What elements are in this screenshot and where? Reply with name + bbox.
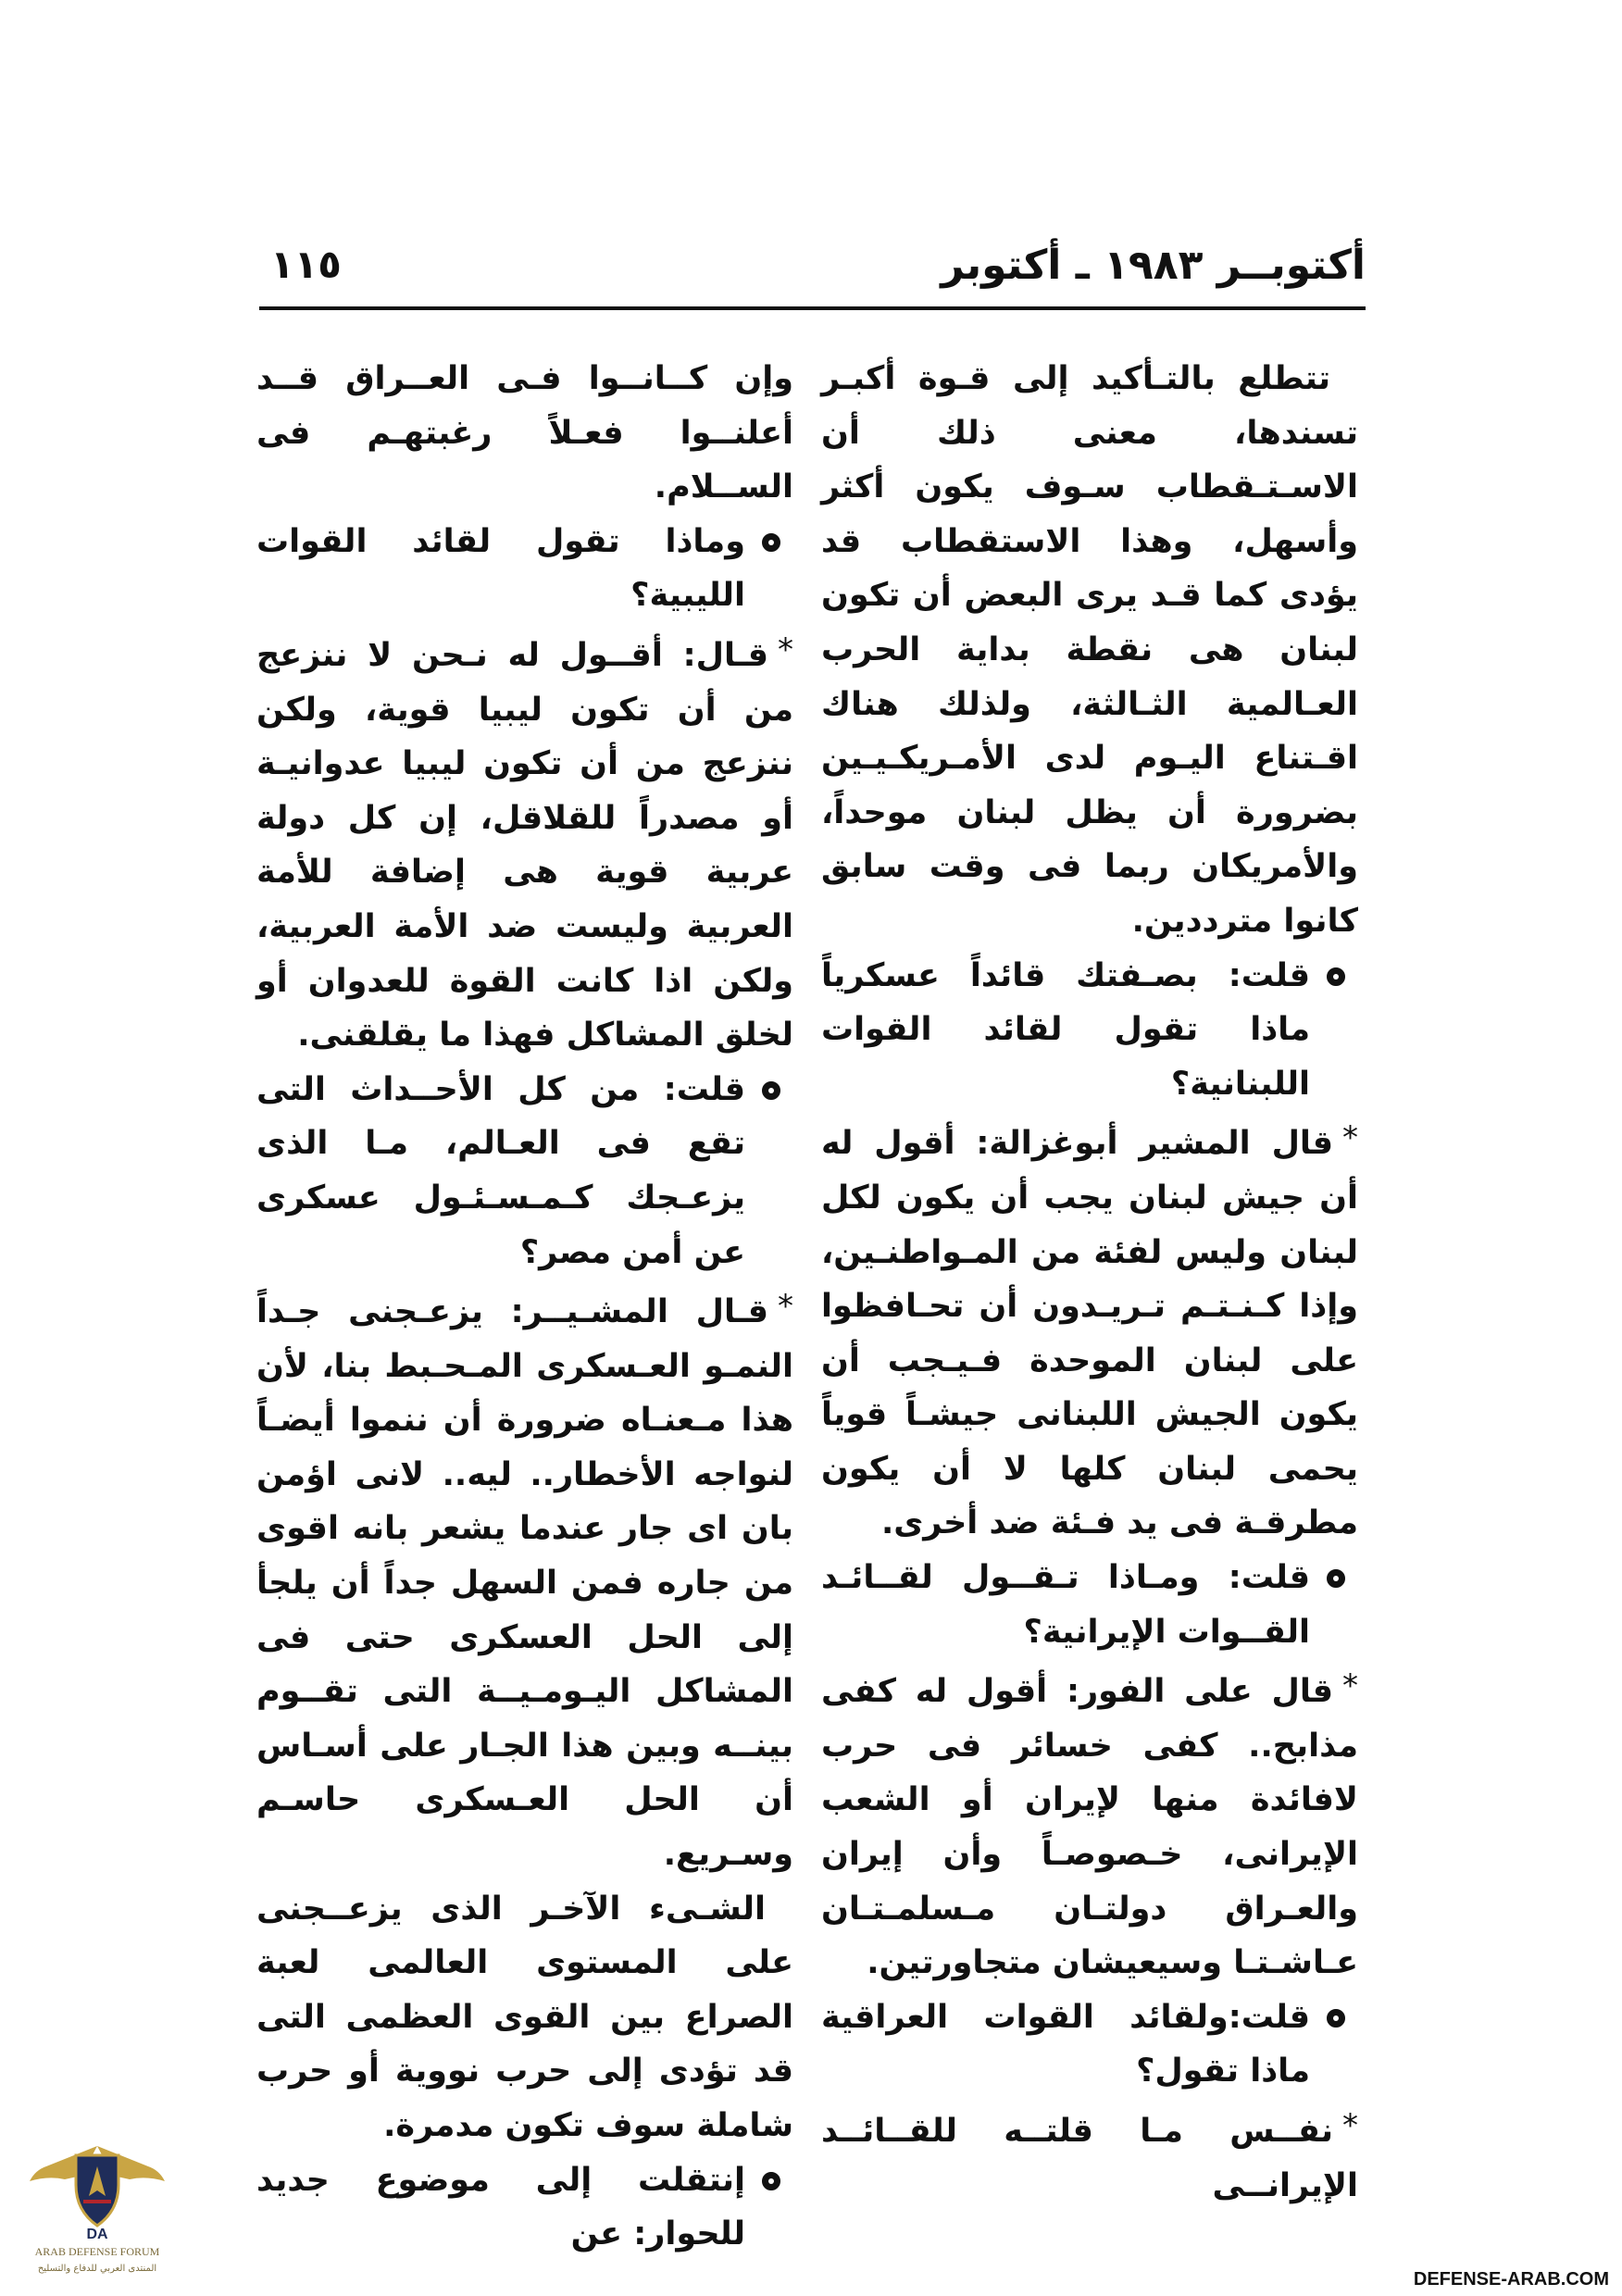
text-column-left (256, 352, 793, 2262)
question-paragraph: قلت: من كل الأحــداث التى تقع فى العـالم، مـا الذى يزعـجك كـمـسـئـول عسكرى عن أمن مصر؟ (256, 1063, 793, 1279)
asterisk-icon: * (778, 1288, 793, 1326)
logo-subtext: المنتدى العربي للدفاع والتسليح (37, 2264, 157, 2274)
question-paragraph: قلت: بصـفتك قائداً عسكرياً ماذا تقول لقائد القوات اللبنانية؟ (821, 949, 1358, 1112)
paragraph: تتطلع بالتـأكيد إلى قـوة أكبـر تسندها، معنى ذلك أن الاسـتـقطاب سـوف يكون أكثر وأسهل، وهذا الاستقطاب قد يؤدى كما قـد يرى البعض أن تكون لبنان هى نقطة بداية الحرب العـالمية الثـالثة، ولذلك هناك اقـتناع اليـوم لدى الأمـريكـيـين بضرورة أن يظل لبنان موحداً، والأمريكان ربما فى وقت سابق كانوا مترددين. (821, 360, 1358, 940)
asterisk-icon: * (1342, 2107, 1358, 2144)
paragraph: الشـىء الآخـر الذى يزعــجنى على المستوى العالمى لعبة الصراع بين القوى العظمى التى قد تؤدى إلى حرب نووية أو حرب شاملة سوف تكون مدمرة. (256, 1890, 793, 2144)
question-paragraph: وماذا تقول لقائد القوات الليبية؟ (256, 515, 793, 623)
magazine-title: أكتوبــر ١٩٨٣ ـ أكتوبر (941, 242, 1366, 289)
shield-wings-icon (28, 2139, 167, 2240)
answer-paragraph: *قال المشير أبوغزالة: أقول له أن جيش لبنان يجب أن يكون لكل لبنان وليس لفئة من المـواطنـين، وإذا كـنـتـم تـريـدون أن تحـافظوا على لبنان الموحدة فـيـجب أن يكون الجيش اللبنانى جيشـاً قوياً يحمى لبنان كلها لا أن يكون مطرقـة فى يد فـئة ضد أخرى. (821, 1119, 1358, 1542)
bullet-icon (1327, 967, 1345, 986)
page-number: ١١٥ (270, 242, 342, 287)
page-header (259, 236, 1366, 310)
forum-logo (28, 2139, 167, 2274)
question-paragraph: إنتقلت إلى موضوع جديد للحوار: عن (256, 2153, 793, 2262)
answer-paragraph: *قال على الفور: أقول له كفى مذابح.. كفى خسائر فى حرب لافائدة منها لإيران أو الشعب الإيرانى، خـصوصـاً وأن إيران والعـراق دولتـان مـسلمـتـان عـاشـتـا وسيعيشان متجاورتين. (821, 1667, 1358, 1982)
asterisk-icon: * (778, 630, 793, 668)
question-paragraph: قلت:ولقائد القوات العراقية ماذا تقول؟ (821, 1990, 1358, 2099)
site-watermark: DEFENSE-ARAB.COM (1413, 2269, 1609, 2290)
header-rule (259, 306, 1366, 310)
bullet-icon (762, 1081, 780, 1100)
bullet-icon (1327, 2009, 1345, 2028)
svg-text:DA: DA (86, 2227, 108, 2240)
bullet-icon (762, 2172, 780, 2190)
answer-paragraph: *قـال: أقــول له نـحن لا ننزعج من أن تكون ليبيا قوية، ولكن ننزعج من أن تكون ليبيا عدوانيـة أو مصدراً للقلاقل، إن كل دولة عربية قوية هى إضافة للأمة العربية وليست ضد الأمة العربية، ولكن اذا كانت القوة للعدوان أو لخلق المشاكل فهذا ما يقلقنى. (256, 630, 793, 1054)
asterisk-icon: * (1342, 1119, 1358, 1157)
logo-text: ARAB DEFENSE FORUM (34, 2245, 160, 2258)
answer-paragraph: *قـال المشـيــر: يزعـجنى جـداً النمـو العـسكرى المـحـبط بنا، لأن هذا مـعنـاه ضرورة أن ننموا أيضـاً لنواجه الأخطار.. ليه.. لانى اؤمن بان اى جار عندما يشعر بانه اقوى من جاره فمن السهل جداً أن يلجأ إلى الحل العسكرى حتى فى المشاكل اليـومـيــة التى تقــوم بينــه وبين هذا الجـار على أسـاس أن الحل العـسكرى حاسـم وسـريع. (256, 1288, 793, 1874)
question-paragraph: قلت: ومـاذا تـقــول لقــائـد القــوات الإيرانية؟ (821, 1551, 1358, 1659)
answer-paragraph: *نفــس مـا قلتــه للقــائــد الإيرانــى (821, 2107, 1358, 2204)
asterisk-icon: * (1342, 1667, 1358, 1705)
paragraph: وإن كــانــوا فـى العــراق قــد أعلنــوا فعـلاً رغبتهـم فى الســلام. (256, 360, 793, 506)
text-column-right (821, 352, 1358, 2213)
bullet-icon (762, 533, 780, 552)
bullet-icon (1327, 1569, 1345, 1588)
